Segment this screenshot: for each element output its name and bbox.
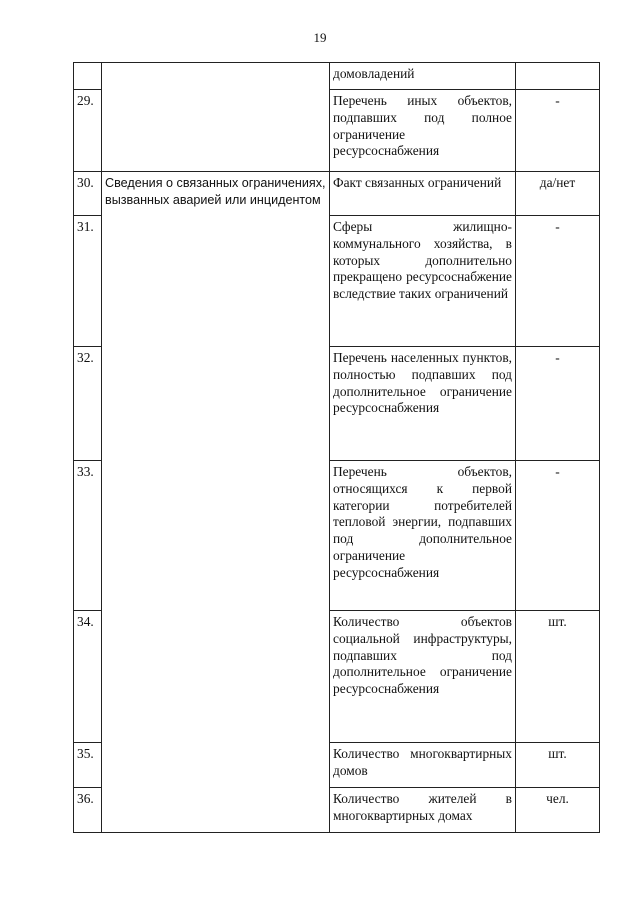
table-row (74, 63, 600, 90)
unit-cell: - (516, 347, 600, 461)
unit-cell: шт. (516, 611, 600, 743)
unit-cell: - (516, 216, 600, 347)
section-cell-empty (102, 63, 330, 172)
unit-cell: чел. (516, 788, 600, 833)
indicator-cell: Количество объектов социальной инфраструктуры, подпавших под дополнительное ограничение ресурсоснабжения (330, 611, 516, 743)
indicator-cell: Количество жителей в многоквартирных домах (330, 788, 516, 833)
unit-cell: - (516, 90, 600, 172)
row-number: 34. (74, 611, 102, 743)
row-number: 29. (74, 90, 102, 172)
page-number: 19 (313, 30, 327, 45)
table-row (74, 172, 600, 216)
row-number: 31. (74, 216, 102, 347)
indicator-cell: домовладений (330, 63, 516, 90)
row-number: 30. (74, 172, 102, 216)
indicator-cell: Факт связанных ограничений (330, 172, 516, 216)
indicator-cell: Перечень населенных пунктов, полностью подпавших под дополнительное ограничение ресурсоснабжения (330, 347, 516, 461)
row-number (74, 63, 102, 90)
unit-cell: шт. (516, 743, 600, 788)
row-number: 33. (74, 461, 102, 611)
row-number: 32. (74, 347, 102, 461)
row-number: 36. (74, 788, 102, 833)
indicator-cell: Количество многоквартирных домов (330, 743, 516, 788)
row-number: 35. (74, 743, 102, 788)
indicator-cell: Сферы жилищно-коммунального хозяйства, в которых дополнительно прекращено ресурсоснабжение вследствие таких ограничений (330, 216, 516, 347)
indicators-table (73, 62, 600, 833)
unit-cell (516, 63, 600, 90)
unit-cell: да/нет (516, 172, 600, 216)
section-cell: Сведения о связанных ограничениях, вызванных аварией или инцидентом (102, 172, 330, 833)
indicator-cell: Перечень иных объектов, подпавших под полное ограничение ресурсоснабжения (330, 90, 516, 172)
unit-cell: - (516, 461, 600, 611)
indicator-cell: Перечень объектов, относящихся к первой категории потребителей тепловой энергии, подпавших под дополнительное ограничение ресурсоснабжения (330, 461, 516, 611)
